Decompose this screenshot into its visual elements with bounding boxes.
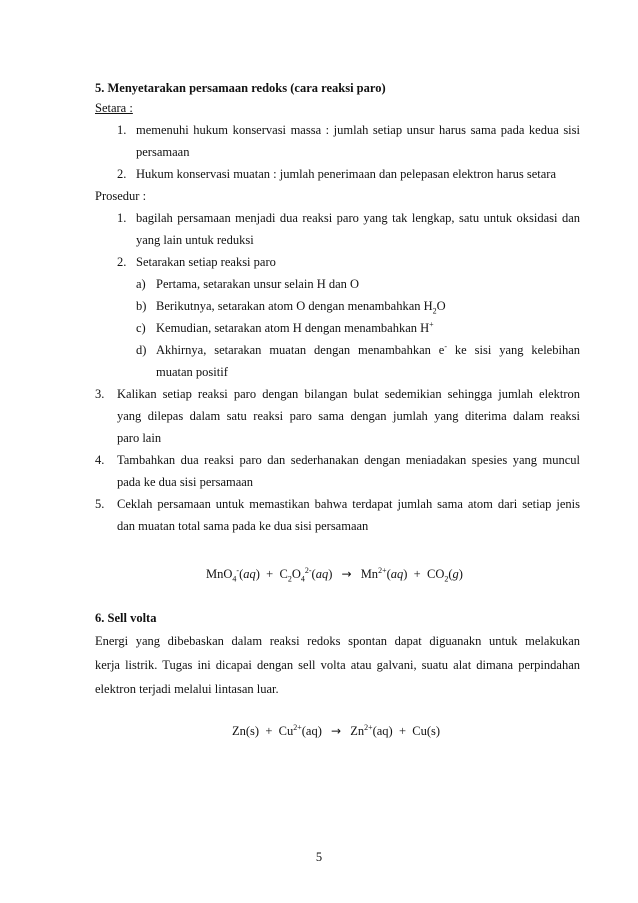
setara-item-1: 1. memenuhi hukum konservasi massa : jumlah setiap unsur harus sama pada kedua sisi <box>117 123 580 137</box>
item-5-cont: dan muatan total sama pada ke dua sisi persamaan <box>117 519 369 533</box>
page-number: 5 <box>315 850 323 864</box>
section-6-para-line-2: kerja listrik. Tugas ini dicapai dengan sell volta atau galvani, suatu alat dimana perpindahan <box>95 658 580 672</box>
section-5-heading: 5. Menyetarakan persamaan redoks (cara reaksi paro) <box>95 81 386 95</box>
sub-item-d-cont: muatan positif <box>156 365 228 379</box>
prosedur-item-2: 2. Setarakan setiap reaksi paro <box>117 255 276 269</box>
redox-equation-1: $MnO_4^-(aq) + C_2O_4^{2-}(aq) \to Mn^{2+}(aq) + CO_2(g)$ <box>206 565 463 584</box>
prosedur-label: Prosedur : <box>95 189 147 203</box>
redox-equation-2: $Zn(s) + Cu^{2+}(aq) \to Zn^{2+}(aq) + Cu(s)$ <box>232 722 441 738</box>
item-4: 4. Tambahkan dua reaksi paro dan sederhanakan dengan meniadakan spesies yang muncul <box>95 453 580 467</box>
sub-item-b: b) Berikutnya, setarakan atom O dengan menambahkan $H_2O$ <box>136 299 446 316</box>
setara-item-2: 2. Hukum konservasi muatan : jumlah penerimaan dan pelepasan elektron harus setara <box>117 167 556 181</box>
section-6-heading: 6. Sell volta <box>95 611 157 625</box>
item-5: 5. Ceklah persamaan untuk memastikan bahwa terdapat jumlah sama atom dari setiap jenis <box>95 497 580 511</box>
section-6-para-line-3: elektron terjadi melalui lintasan luar. <box>95 682 279 696</box>
prosedur-item-1: 1. bagilah persamaan menjadi dua reaksi paro yang tak lengkap, satu untuk oksidasi dan <box>117 211 580 225</box>
arrow-icon: → <box>331 724 342 738</box>
item-4-cont: pada ke dua sisi persamaan <box>117 475 254 489</box>
item-3-cont-1: yang dilepas dalam satu reaksi paro sama dengan jumlah yang diterima dalam reaksi <box>117 409 580 423</box>
arrow-icon: → <box>341 567 352 581</box>
sub-item-c: c) Kemudian, setarakan atom H dengan menambahkan H+ <box>136 319 434 335</box>
setara-label: Setara : <box>95 101 133 115</box>
sub-item-d: d) Akhirnya, setarakan muatan dengan menambahkan e- ke sisi yang kelebihan <box>136 341 580 357</box>
sub-item-a: a) Pertama, setarakan unsur selain H dan O <box>136 277 360 291</box>
prosedur-item-1-cont: yang lain untuk reduksi <box>136 233 254 247</box>
section-6-para-line-1: Energi yang dibebaskan dalam reaksi redoks spontan dapat diguanakn untuk melakukan <box>95 634 580 648</box>
item-3: 3. Kalikan setiap reaksi paro dengan bilangan bulat sedemikian sehingga jumlah elektron <box>95 387 580 401</box>
item-3-cont-2: paro lain <box>117 431 162 445</box>
setara-item-1-cont: persamaan <box>136 145 190 159</box>
